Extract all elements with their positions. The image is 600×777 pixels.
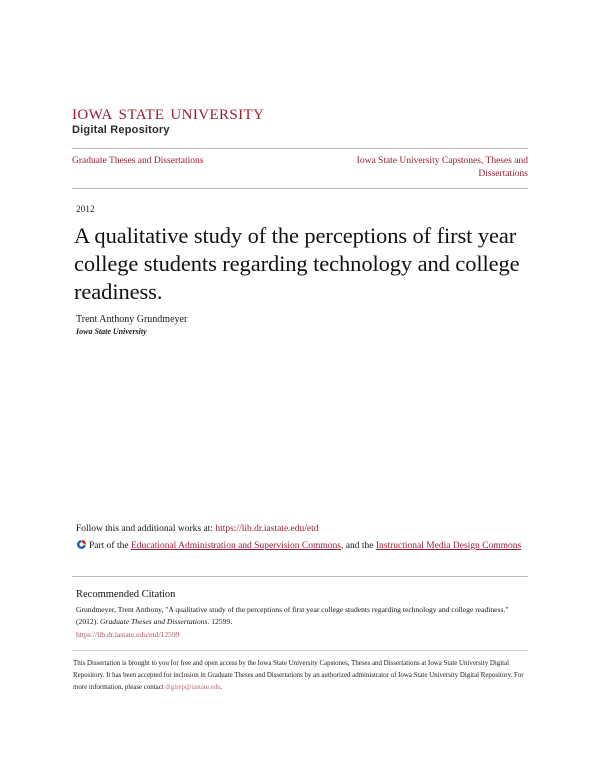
citation-series-title: Graduate Theses and Dissertations xyxy=(100,616,208,626)
citation-permalink[interactable]: https://lib.dr.iastate.edu/etd/12599 xyxy=(76,629,180,639)
footer-divider xyxy=(72,650,528,651)
collection-name[interactable]: Graduate Theses and Dissertations xyxy=(72,156,204,166)
university-wordmark: iowa state university xyxy=(72,99,265,124)
disciplines-middle-label: , and the xyxy=(341,541,376,551)
citation-divider xyxy=(72,576,528,577)
network-commons-icon xyxy=(76,539,87,550)
recommended-citation-text xyxy=(76,604,528,641)
collection-header-bar xyxy=(72,148,528,189)
citation-text-before: Grundmeyer, Trent Anthony, "A qualitative study of the perceptions of first year college students regarding technology and college readiness." (2012). xyxy=(76,605,509,626)
discipline-link-instructional-media-design[interactable]: Instructional Media Design Commons xyxy=(375,541,522,551)
parent-collection-name[interactable]: Iowa State University Capstones, Theses and Dissertations xyxy=(356,156,528,179)
access-statement-text: This Dissertation is brought to you for free and open access by the Iowa State University Capstones, Theses and Dissertations at Iowa State University Digital Repository. It has been accepted for inclusion in Graduate Theses and Dissertations by an authorized administrator of Iowa State University Digital Repository. For more information, please contact xyxy=(73,660,524,691)
author-name: Trent Anthony Grundmeyer xyxy=(76,314,188,325)
masthead xyxy=(72,100,528,136)
publication-year: 2012 xyxy=(76,204,95,214)
disciplines-lead-label: Part of the xyxy=(89,541,131,551)
discipline-link-educational-administration[interactable]: Educational Administration and Supervision Commons xyxy=(130,541,341,551)
recommended-citation-heading: Recommended Citation xyxy=(76,589,176,600)
follow-prefix-label: Follow this and additional works at: xyxy=(76,524,216,534)
repository-subtitle: Digital Repository xyxy=(72,124,170,137)
citation-text-after: . 12599. xyxy=(207,616,233,626)
access-statement-end: . xyxy=(220,683,223,691)
page-title: A qualitative study of the perceptions of first year college students regarding technology and college readiness. xyxy=(74,223,520,304)
access-statement xyxy=(73,658,525,694)
contact-email-link[interactable]: digirep@iastate.edu xyxy=(165,683,221,691)
disciplines-line xyxy=(76,539,526,554)
follow-works-line xyxy=(76,522,526,537)
author-affiliation: Iowa State University xyxy=(76,327,147,336)
etd-collection-link[interactable]: https://lib.dr.iastate.edu/etd xyxy=(215,524,319,534)
